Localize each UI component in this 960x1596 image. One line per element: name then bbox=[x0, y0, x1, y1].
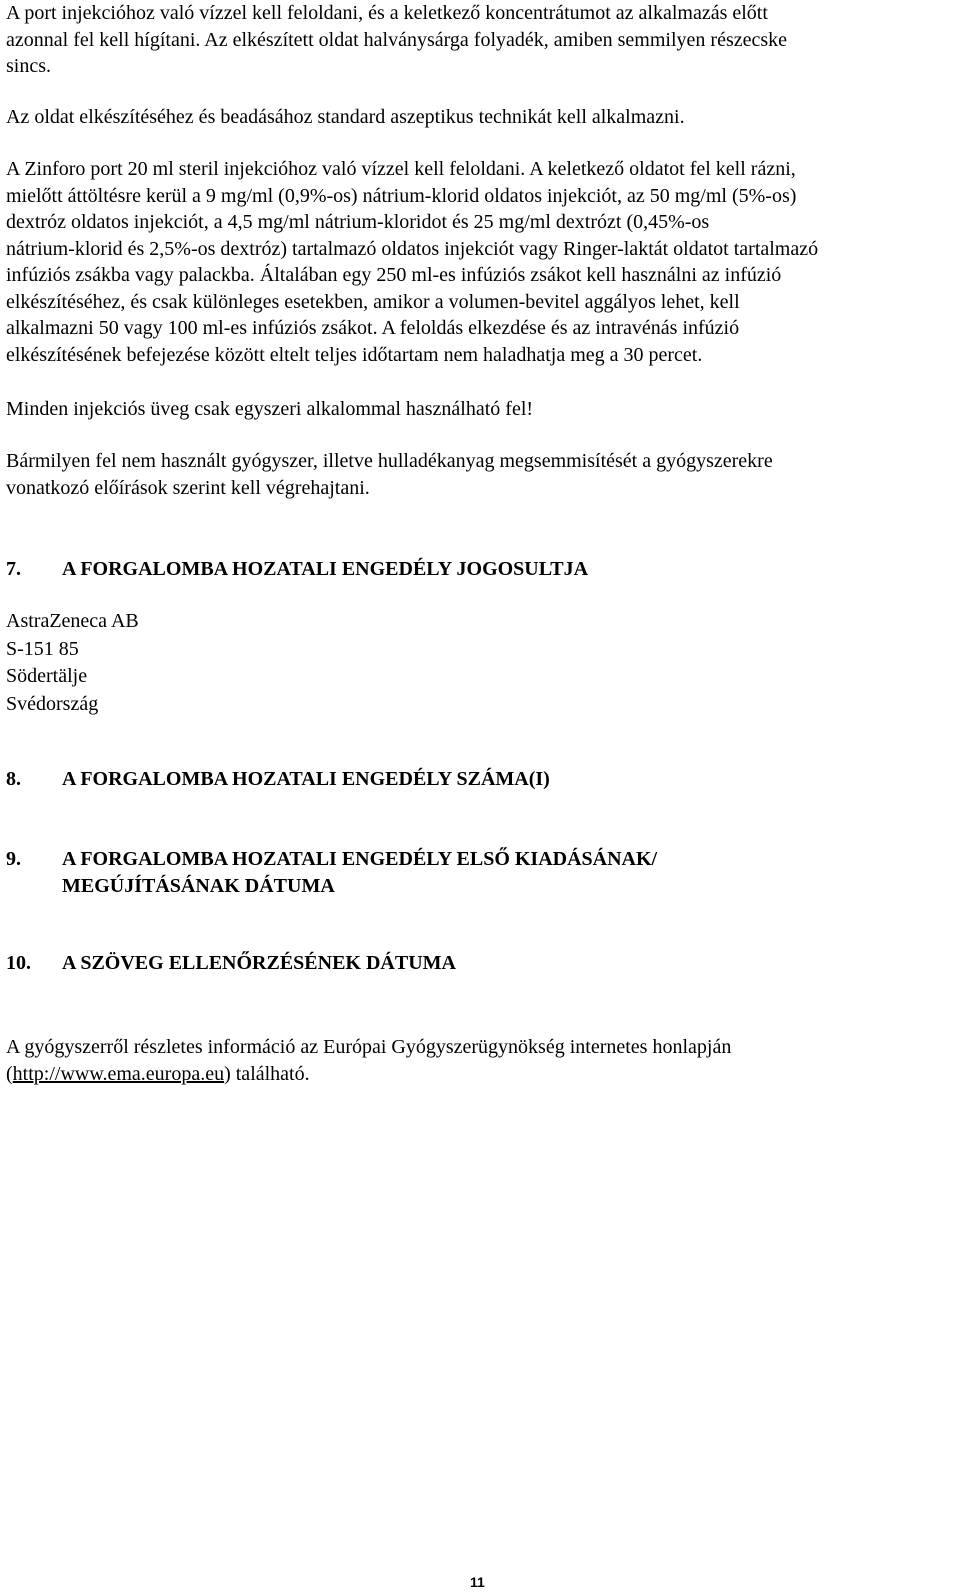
section-title: A SZÖVEG ELLENŐRZÉSÉNEK DÁTUMA bbox=[62, 952, 456, 974]
section-number: 9. bbox=[6, 848, 21, 870]
section-number: 10. bbox=[6, 952, 31, 974]
page-number: 11 bbox=[470, 1574, 485, 1590]
ema-info-text: A gyógyszerről részletes információ az Európai Gyógyszerügynökség internetes honlapján ( bbox=[6, 1036, 732, 1085]
paragraph-reconstitution: A port injekcióhoz való vízzel kell feloldani, és a keletkező koncentrátumot az alkalmazás előtt azonnal fel kell hígítani. Az elkészített oldat halványsárga folyadék, amiben semmilyen részecske sincs. bbox=[6, 2, 788, 77]
paragraph-disposal: Bármilyen fel nem használt gyógyszer, illetve hulladékanyag megsemmisítését a gyógyszerekre vonatkozó előírások szerint kell végrehajtani. bbox=[6, 450, 773, 499]
section-heading-8 bbox=[6, 766, 550, 793]
ema-info-text-end: ) található. bbox=[224, 1062, 310, 1085]
section-heading-7 bbox=[6, 556, 588, 583]
paragraph-dilution-instructions: A Zinforo port 20 ml steril injekcióhoz való vízzel kell feloldani. A keletkező oldatot fel kell rázni, mielőtt áttöltésre kerül a 9 mg/ml (0,9%-os) nátrium-klorid oldatos injekciót, az 50 mg/ml (5%-os) dextróz oldatos injekciót, a 4,5 mg/ml nátrium-kloridot és 25 mg/ml dextrózt (0,45%-os nátrium-klorid és 2,5%-os dextróz) tartalmazó oldatos injekciót vagy Ringer-laktát oldatot tartalmazó infúziós zsákba vagy palackba. Általában egy 250 ml-es infúziós zsákot kell használni az infúzió elkészítéséhez, és csak különleges esetekben, amikor a volumen-bevitel aggályos lehet, kell alkalmazni 50 vagy 100 ml-es infúziós zsákot. A feloldás elkezdése és az intravénás infúzió elkészítésének befejezése között eltelt teljes időtartam nem haladhatja meg a 30 percet. bbox=[6, 158, 819, 366]
section-number: 8. bbox=[6, 768, 21, 790]
section-heading-10 bbox=[6, 950, 456, 977]
paragraph-single-use: Minden injekciós üveg csak egyszeri alkalommal használható fel! bbox=[6, 398, 534, 420]
section-title: A FORGALOMBA HOZATALI ENGEDÉLY SZÁMA(I) bbox=[62, 768, 550, 790]
marketing-holder-address: AstraZeneca AB S-151 85 Södertälje Svédország bbox=[6, 610, 139, 715]
paragraph-ema-info bbox=[6, 1034, 731, 1087]
section-title: A FORGALOMBA HOZATALI ENGEDÉLY JOGOSULTJA bbox=[62, 558, 589, 580]
section-heading-9 bbox=[6, 846, 657, 899]
ema-website-link[interactable]: http://www.ema.europa.eu bbox=[12, 1062, 225, 1085]
section-number: 7. bbox=[6, 558, 21, 580]
paragraph-aseptic-technique: Az oldat elkészítéséhez és beadásához standard aszeptikus technikát kell alkalmazni. bbox=[6, 106, 685, 128]
section-title: A FORGALOMBA HOZATALI ENGEDÉLY ELSŐ KIADÁSÁNAK/ MEGÚJÍTÁSÁNAK DÁTUMA bbox=[62, 848, 658, 897]
